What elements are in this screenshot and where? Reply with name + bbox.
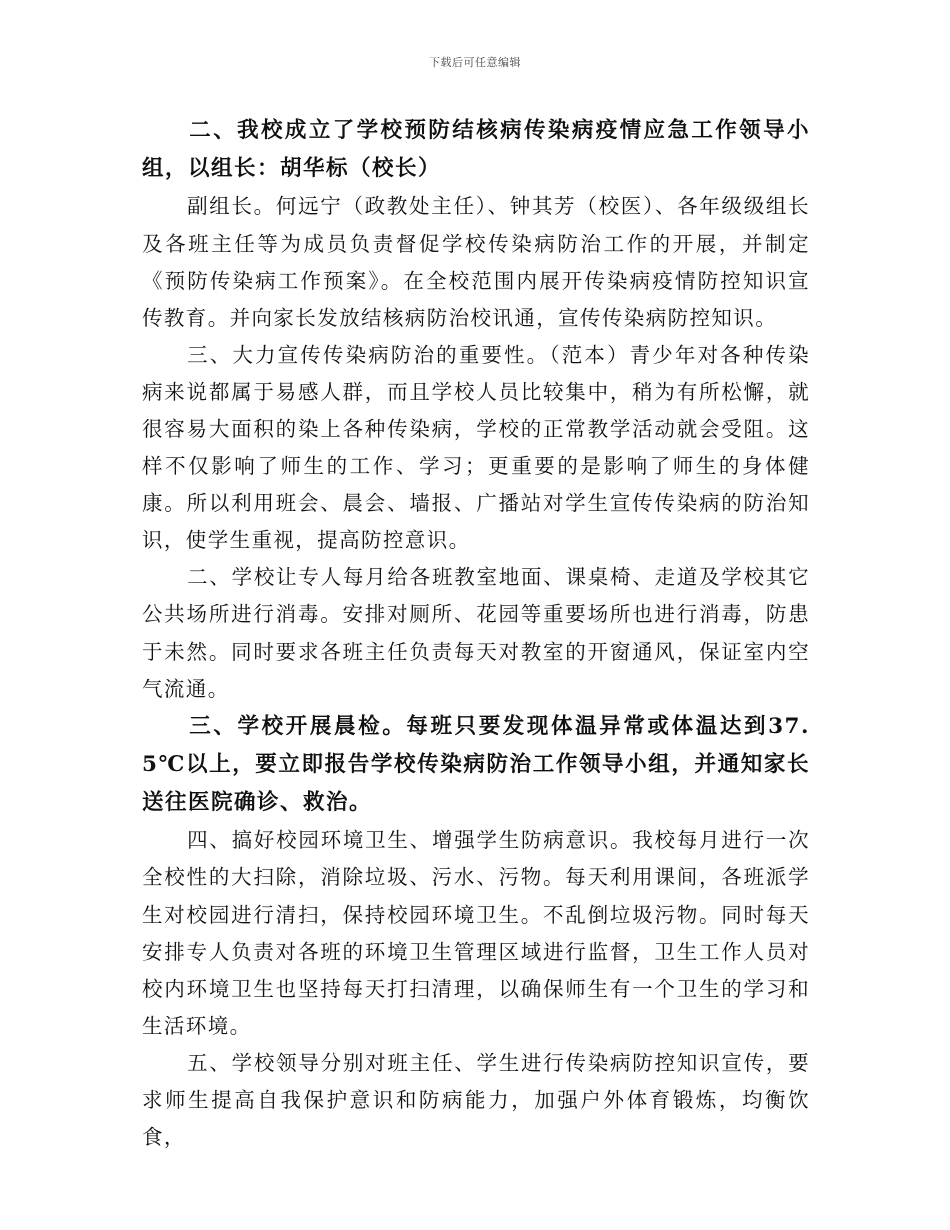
paragraph-morning-check: 三、学校开展晨检。每班只要发现体温异常或体温达到37.5℃以上，要立即报告学校传染病防治工作领导小组，并通知家长送往医院确诊、救治。 bbox=[142, 713, 810, 816]
paragraph-publicity: 三、大力宣传传染病防治的重要性。（范本）青少年对各种传染病来说都属于易感人群，而且学校人员比较集中，稍为有所松懈，就很容易大面积的染上各种传染病，学校的正常教学活动就会受阻。这样不仅影响了师生的工作、学习；更重要的是影响了师生的身体健康。所以利用班会、晨会、墙报、广播站对学生宣传传染病的防治知识，使学生重视，提高防控意识。 bbox=[142, 342, 810, 553]
document-body bbox=[142, 112, 810, 1156]
paragraph-education: 五、学校领导分别对班主任、学生进行传染病防控知识宣传，要求师生提高自我保护意识和防病能力，加强户外体育锻炼，均衡饮食， bbox=[142, 1050, 810, 1150]
paragraph-environment: 四、搞好校园环境卫生、增强学生防病意识。我校每月进行一次全校性的大扫除，消除垃圾、污水、污物。每天利用课间，各班派学生对校园进行清扫，保持校园环境卫生。不乱倒垃圾污物。同时每天安排专人负责对各班的环境卫生管理区域进行监督，卫生工作人员对校内环境卫生也坚持每天打扫清理，以确保师生有一个卫生的学习和生活环境。 bbox=[142, 828, 810, 1038]
paragraph-leadership-group: 二、我校成立了学校预防结核病传染病疫情应急工作领导小组，以组长：胡华标（校长） bbox=[142, 118, 810, 182]
paragraph-disinfection: 二、学校让专人每月给各班教室地面、课桌椅、走道及学校其它公共场所进行消毒。安排对厕所、花园等重要场所也进行消毒，防患于未然。同时要求各班主任负责每天对教室的开窗通风，保证室内空气流通。 bbox=[142, 565, 810, 701]
header-note: 下载后可任意编辑 bbox=[429, 56, 521, 69]
paragraph-vice-leaders: 副组长。何远宁（政教处主任）、钟其芳（校医）、各年级级组长及各班主任等为成员负责督促学校传染病防治工作的开展，并制定《预防传染病工作预案》。在全校范围内展开传染病疫情防控知识宣传教育。并向家长发放结核病防治校讯通，宣传传染病防控知识。 bbox=[142, 194, 810, 330]
